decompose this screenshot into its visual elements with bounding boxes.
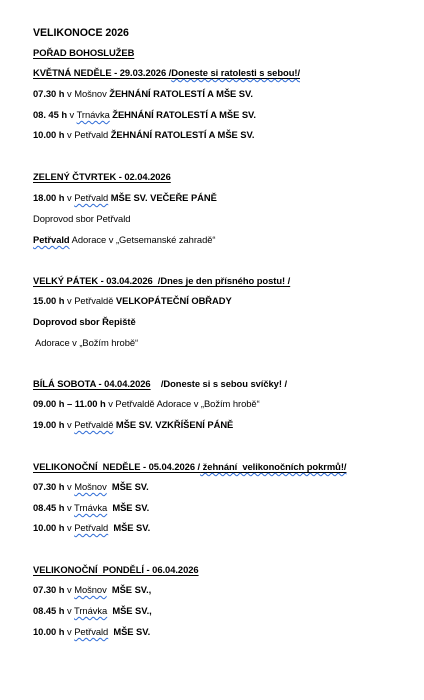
- schedule-line: Petřvald Adorace v „Getsemanské zahradě“: [33, 234, 216, 245]
- schedule-line: 15.00 h v Petřvaldě VELKOPÁTEČNÍ OBŘADY: [33, 295, 232, 306]
- schedule-line: 07.30 h v Mošnov ŽEHNÁNÍ RATOLESTÍ A MŠE SV.: [33, 88, 253, 99]
- schedule-line: 09.00 h – 11.00 h v Petřvaldě Adorace v „Božím hrobě“: [33, 398, 260, 409]
- section-heading-palm-sunday: KVĚTNÁ NEDĚLE - 29.03.2026 /Doneste si ratolesti s sebou!/: [33, 67, 300, 78]
- section-heading-good-friday: VELKÝ PÁTEK - 03.04.2026 /Dnes je den přísného postu! /: [33, 275, 291, 286]
- schedule-line: 10.00 h v Petřvald ŽEHNÁNÍ RATOLESTÍ A MŠE SV.: [33, 129, 255, 140]
- schedule-line: Doprovod sbor Petřvald: [33, 213, 131, 224]
- document-subtitle: POŘAD BOHOSLUŽEB: [33, 47, 135, 58]
- section-heading-easter-monday: VELIKONOČNÍ PONDĚLÍ - 06.04.2026: [33, 564, 199, 575]
- schedule-line: 08.45 h v Trnávka MŠE SV.,: [33, 605, 152, 616]
- section-heading-easter-sunday: VELIKONOČNÍ NEDĚLE - 05.04.2026 / žehnání velikonočních pokrmů!/: [33, 461, 347, 472]
- section-heading-holy-saturday: BÍLÁ SOBOTA - 04.04.2026 /Doneste si s sebou svíčky! /: [33, 378, 288, 389]
- schedule-line: Adorace v „Božím hrobě“: [33, 337, 139, 348]
- schedule-line: 19.00 h v Petřvaldě MŠE SV. VZKŘÍŠENÍ PÁNĚ: [33, 419, 234, 430]
- schedule-line: 08.45 h v Trnávka MŠE SV.: [33, 502, 150, 513]
- schedule-line: 07.30 h v Mošnov MŠE SV.,: [33, 584, 152, 595]
- schedule-line: 08. 45 h v Trnávka ŽEHNÁNÍ RATOLESTÍ A MŠE SV.: [33, 109, 256, 120]
- document-title: VELIKONOCE 2026: [33, 27, 129, 39]
- schedule-line: Doprovod sbor Řepiště: [33, 316, 136, 327]
- section-heading-maundy-thursday: ZELENÝ ČTVRTEK - 02.04.2026: [33, 171, 171, 182]
- schedule-line: 10.00 h v Petřvald MŠE SV.: [33, 522, 151, 533]
- schedule-line: 10.00 h v Petřvald MŠE SV.: [33, 626, 151, 637]
- schedule-line: 07.30 h v Mošnov MŠE SV.: [33, 481, 149, 492]
- schedule-line: 18.00 h v Petřvald MŠE SV. VEČEŘE PÁNĚ: [33, 192, 217, 203]
